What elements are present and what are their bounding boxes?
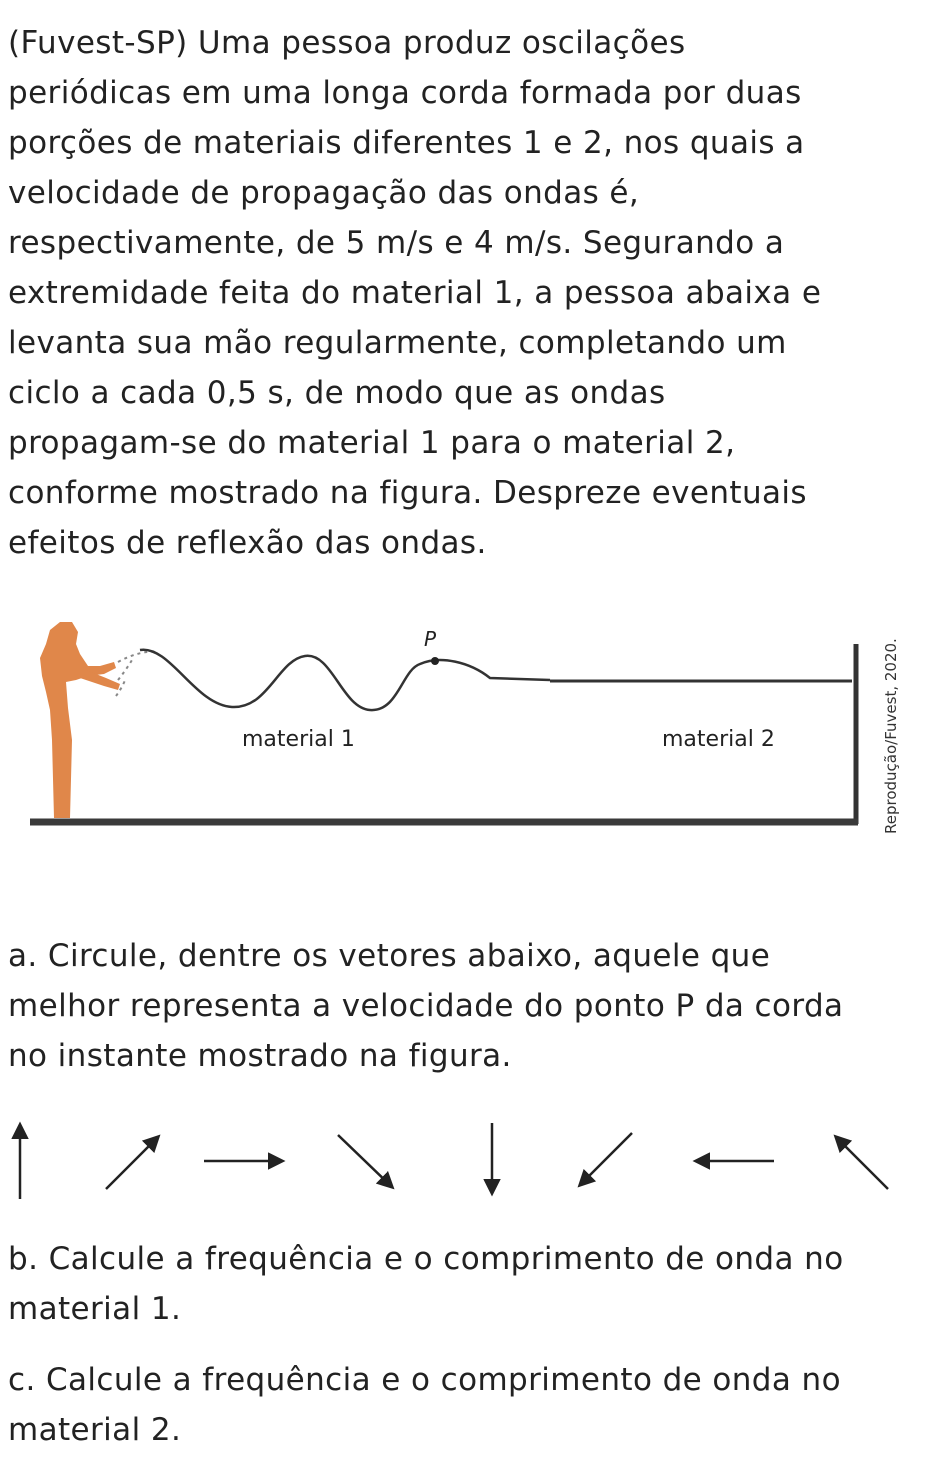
- figure-credit: Reprodução/Fuvest, 2020.: [882, 638, 900, 834]
- question-c-line: material 2.: [8, 1412, 182, 1448]
- material-1-label: material 1: [242, 727, 355, 752]
- statement-line: periódicas em uma longa corda formada por duas: [8, 75, 802, 111]
- point-p-marker: [431, 657, 439, 665]
- rope-wave-figure: [0, 600, 942, 860]
- statement-line: respectivamente, de 5 m/s e 4 m/s. Segurando a: [8, 225, 785, 261]
- statement-line: (Fuvest-SP) Uma pessoa produz oscilações: [8, 25, 686, 61]
- person-figure: [40, 622, 120, 818]
- statement-line: porções de materiais diferentes 1 e 2, nos quais a: [8, 125, 805, 161]
- arrow-down-right-icon[interactable]: [338, 1135, 392, 1187]
- arrow-down-left-icon[interactable]: [580, 1133, 632, 1185]
- question-b: [8, 1234, 933, 1334]
- statement-line: velocidade de propagação das ondas é,: [8, 175, 640, 211]
- statement-line: extremidade feita do material 1, a pessoa abaixa e: [8, 275, 822, 311]
- arrow-up-left-icon[interactable]: [836, 1137, 888, 1189]
- arrow-up-right-icon[interactable]: [106, 1137, 158, 1189]
- problem-statement: [8, 18, 933, 568]
- statement-line: propagam-se do material 1 para o material 2,: [8, 425, 736, 461]
- statement-line: levanta sua mão regularmente, completando um: [8, 325, 787, 361]
- statement-line: ciclo a cada 0,5 s, de modo que as ondas: [8, 375, 666, 411]
- question-a-line: melhor representa a velocidade do ponto P da corda: [8, 988, 844, 1024]
- material-2-label: material 2: [662, 727, 775, 752]
- motion-lines: [116, 652, 158, 696]
- question-a: [8, 931, 933, 1081]
- question-a-line: a. Circule, dentre os vetores abaixo, aquele que: [8, 938, 771, 974]
- point-p-label: P: [424, 627, 437, 651]
- question-c-line: c. Calcule a frequência e o comprimento de onda no: [8, 1362, 841, 1398]
- question-b-line: material 1.: [8, 1291, 182, 1327]
- statement-line: conforme mostrado na figura. Despreze eventuais: [8, 475, 807, 511]
- rope-material-1: [140, 650, 550, 710]
- statement-line: efeitos de reflexão das ondas.: [8, 525, 487, 561]
- question-b-line: b. Calcule a frequência e o comprimento de onda no: [8, 1241, 844, 1277]
- question-c: [8, 1355, 933, 1455]
- question-a-line: no instante mostrado na figura.: [8, 1038, 512, 1074]
- vector-options: [0, 1115, 942, 1205]
